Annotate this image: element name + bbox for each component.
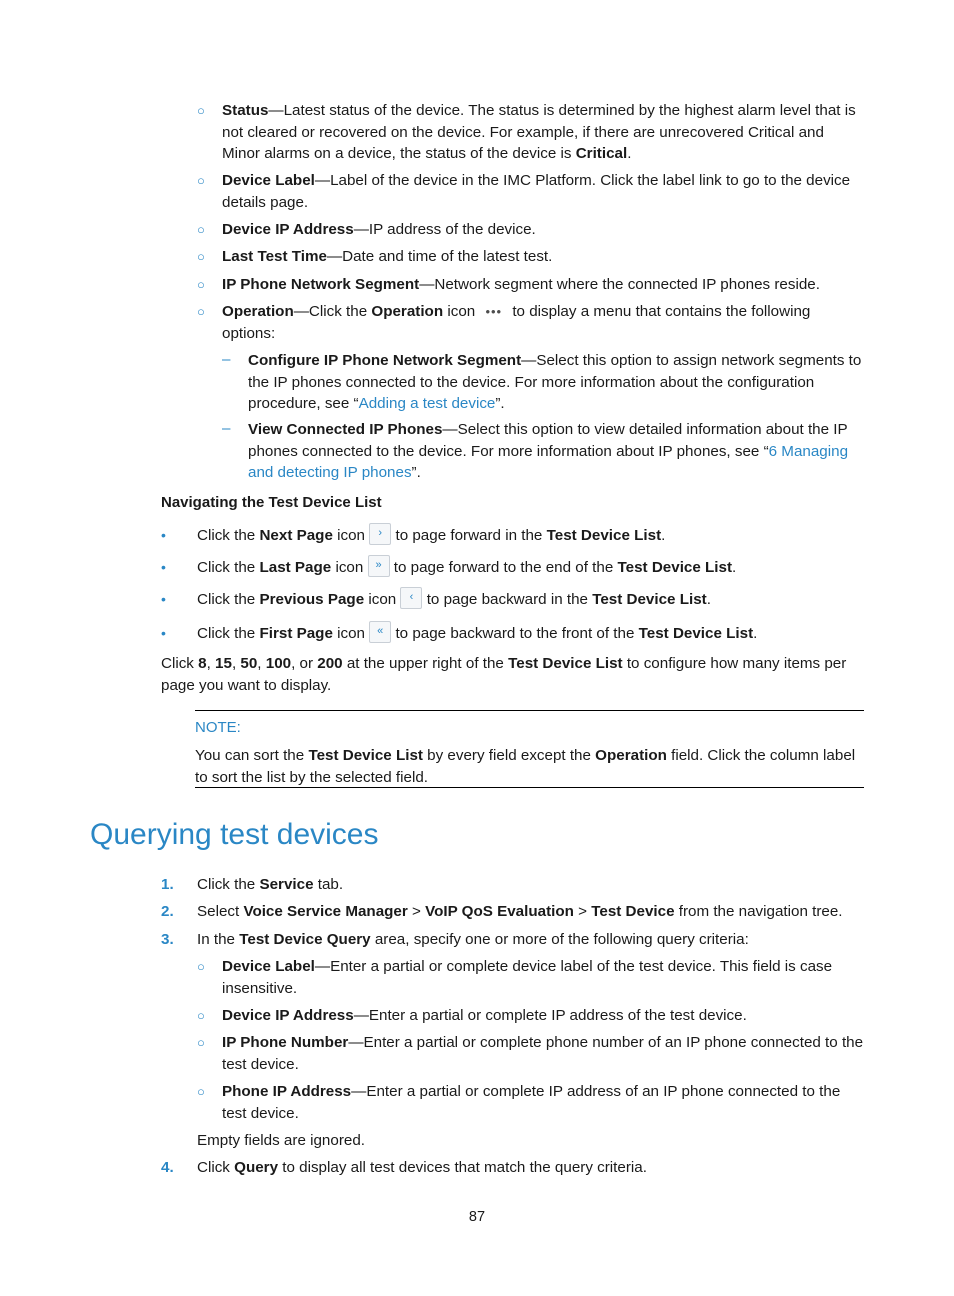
list-item-text <box>197 589 866 615</box>
bullet: • <box>161 625 166 641</box>
term: Operation <box>222 303 294 320</box>
term: VoIP QoS Evaluation <box>425 903 574 920</box>
term: Test Device List <box>638 625 754 642</box>
term: IP Phone Number <box>222 1034 349 1051</box>
last-page-icon: » <box>368 555 390 577</box>
term: Device Label <box>222 172 315 189</box>
text: , <box>257 655 266 672</box>
text: from the navigation tree. <box>674 903 843 920</box>
text: tab. <box>313 876 344 893</box>
punct: . <box>661 527 666 544</box>
description: —Select this option to assign network segments to the IP phones connected to the device. For more information about the configuration procedure, see “ <box>248 352 862 412</box>
list-item-text <box>197 525 866 551</box>
list-item-text <box>222 956 865 999</box>
empty-fields-note: Empty fields are ignored. <box>197 1132 365 1149</box>
term: Operation <box>595 747 667 764</box>
list-item-text <box>222 1032 865 1075</box>
text: In the <box>197 931 240 948</box>
list-item-text <box>222 219 865 241</box>
description: icon <box>443 303 480 320</box>
paragraph <box>161 653 865 696</box>
text: by every field except the <box>422 747 596 764</box>
description: —Latest status of the device. The status is determined by the highest alarm level that is not cleared or recovered on the device. For example, if there are unrecovered Critical and Minor alarms on a device, the status of the device is <box>222 102 856 162</box>
text: , or <box>291 655 318 672</box>
next-page-icon: › <box>369 523 391 545</box>
note-text <box>195 745 864 788</box>
bullet: • <box>161 527 166 543</box>
punct: . <box>706 591 711 608</box>
text: Click the <box>197 591 260 608</box>
term: Device Label <box>222 958 315 975</box>
list-item-text <box>197 557 866 583</box>
description: —Enter a partial or complete device label of the test device. This field is case insensitive. <box>222 958 833 997</box>
term: View Connected IP Phones <box>248 421 443 438</box>
step-number: 2. <box>161 903 174 920</box>
link-adding-test-device[interactable]: Adding a test device <box>358 395 496 412</box>
punct: . <box>753 625 758 642</box>
punct: ”. <box>411 464 421 481</box>
section-title: Querying test devices <box>90 818 379 851</box>
circle-bullet: ○ <box>197 1008 205 1023</box>
bullet: • <box>161 559 166 575</box>
term: IP Phone Network Segment <box>222 276 420 293</box>
circle-bullet: ○ <box>197 1084 205 1099</box>
term: Device IP Address <box>222 221 354 238</box>
step-text <box>197 929 866 951</box>
list-item-text <box>248 350 865 415</box>
term: Service <box>259 876 314 893</box>
circle-bullet: ○ <box>197 1035 205 1050</box>
term: Operation <box>371 303 444 320</box>
text: > <box>407 903 426 920</box>
text: to page backward in the <box>422 591 593 608</box>
text: icon <box>332 625 365 642</box>
note-label: NOTE: <box>195 719 241 736</box>
circle-bullet: ○ <box>197 103 205 118</box>
text: Click the <box>197 625 260 642</box>
section-heading: Navigating the Test Device List <box>161 494 382 511</box>
term: Critical <box>575 145 628 162</box>
punct: ”. <box>495 395 505 412</box>
term: Last Test Time <box>222 248 327 265</box>
text: Click the <box>197 876 260 893</box>
list-item-text <box>222 301 865 344</box>
text: icon <box>364 591 397 608</box>
term: Test Device List <box>592 591 707 608</box>
step-number: 4. <box>161 1159 174 1176</box>
text: Click the <box>197 559 260 576</box>
list-item-text <box>222 1081 865 1124</box>
list-item-text <box>222 1005 865 1027</box>
term: 50 <box>240 655 258 672</box>
list-item-text <box>222 246 865 268</box>
term: Test Device Query <box>239 931 371 948</box>
dash-bullet: – <box>222 420 231 437</box>
list-item-text <box>248 419 865 484</box>
term: Test Device List <box>546 527 662 544</box>
step-text <box>197 901 866 923</box>
text: , <box>206 655 216 672</box>
text: to page backward to the front of the <box>391 625 639 642</box>
term: 8 <box>198 655 207 672</box>
text: field. Click the column label to sort the list by the selected field. <box>195 747 856 786</box>
text: area, specify one or more of the following query criteria: <box>370 931 749 948</box>
description: —Enter a partial or complete phone number of an IP phone connected to the test device. <box>222 1034 864 1073</box>
circle-bullet: ○ <box>197 277 205 292</box>
term: Previous Page <box>259 591 365 608</box>
description: —Date and time of the latest test. <box>326 248 553 265</box>
term: Test Device List <box>617 559 733 576</box>
term: Last Page <box>259 559 332 576</box>
term: Device IP Address <box>222 1007 354 1024</box>
text: to configure how many items per page you want to display. <box>161 655 847 694</box>
term: Configure IP Phone Network Segment <box>248 352 522 369</box>
list-item-text <box>222 170 865 213</box>
text: , <box>231 655 241 672</box>
list-item-text <box>222 274 865 296</box>
term: First Page <box>259 625 333 642</box>
circle-bullet: ○ <box>197 173 205 188</box>
text: icon <box>331 559 364 576</box>
text: Select <box>197 903 244 920</box>
term: Test Device <box>591 903 675 920</box>
punct: . <box>732 559 737 576</box>
step-number: 1. <box>161 876 174 893</box>
text: to display all test devices that match the query criteria. <box>278 1159 647 1176</box>
step-number: 3. <box>161 931 174 948</box>
text: Click the <box>197 527 260 544</box>
description: —IP address of the device. <box>353 221 536 238</box>
term: Status <box>222 102 269 119</box>
list-item-text <box>197 623 866 649</box>
term: 200 <box>317 655 343 672</box>
bullet: • <box>161 591 166 607</box>
term: 100 <box>265 655 292 672</box>
circle-bullet: ○ <box>197 222 205 237</box>
description: —Network segment where the connected IP phones reside. <box>419 276 820 293</box>
step-text <box>197 1157 866 1179</box>
text: to page forward in the <box>391 527 547 544</box>
term: Query <box>234 1159 279 1176</box>
dash-bullet: – <box>222 351 231 368</box>
term: 15 <box>215 655 232 672</box>
text: icon <box>332 527 366 544</box>
punct: . <box>627 145 632 162</box>
term: Phone IP Address <box>222 1083 352 1100</box>
text: You can sort the <box>195 747 309 764</box>
text: > <box>573 903 592 920</box>
term: Voice Service Manager <box>243 903 408 920</box>
more-options-icon: ••• <box>485 304 503 319</box>
text: Click <box>197 1159 235 1176</box>
page-number: 87 <box>468 1209 486 1225</box>
previous-page-icon: ‹ <box>400 587 422 609</box>
description: —Enter a partial or complete IP address of the test device. <box>353 1007 747 1024</box>
circle-bullet: ○ <box>197 249 205 264</box>
link-managing-ip-phones[interactable]: 6 Managing and detecting IP phones <box>248 442 849 481</box>
description: —Enter a partial or complete IP address of an IP phone connected to the test device. <box>222 1083 841 1122</box>
description: —Select this option to view detailed information about the IP phones connected to the device. For more information about IP phones, see “ <box>248 421 848 460</box>
text: at the upper right of the <box>342 655 509 672</box>
circle-bullet: ○ <box>197 304 205 319</box>
description: to display a menu that contains the following options: <box>222 303 811 342</box>
note-bottom-rule <box>195 787 864 788</box>
list-item-text <box>222 100 865 165</box>
term: Test Device List <box>308 747 423 764</box>
step-text <box>197 874 866 896</box>
text: to page forward to the end of the <box>389 559 618 576</box>
term: Next Page <box>259 527 333 544</box>
circle-bullet: ○ <box>197 959 205 974</box>
description: —Click the <box>293 303 372 320</box>
term: Test Device List <box>508 655 623 672</box>
first-page-icon: « <box>369 621 391 643</box>
description: —Label of the device in the IMC Platform. Click the label link to go to the device details page. <box>222 172 851 211</box>
text: Click <box>161 655 199 672</box>
note-top-rule <box>195 710 864 711</box>
